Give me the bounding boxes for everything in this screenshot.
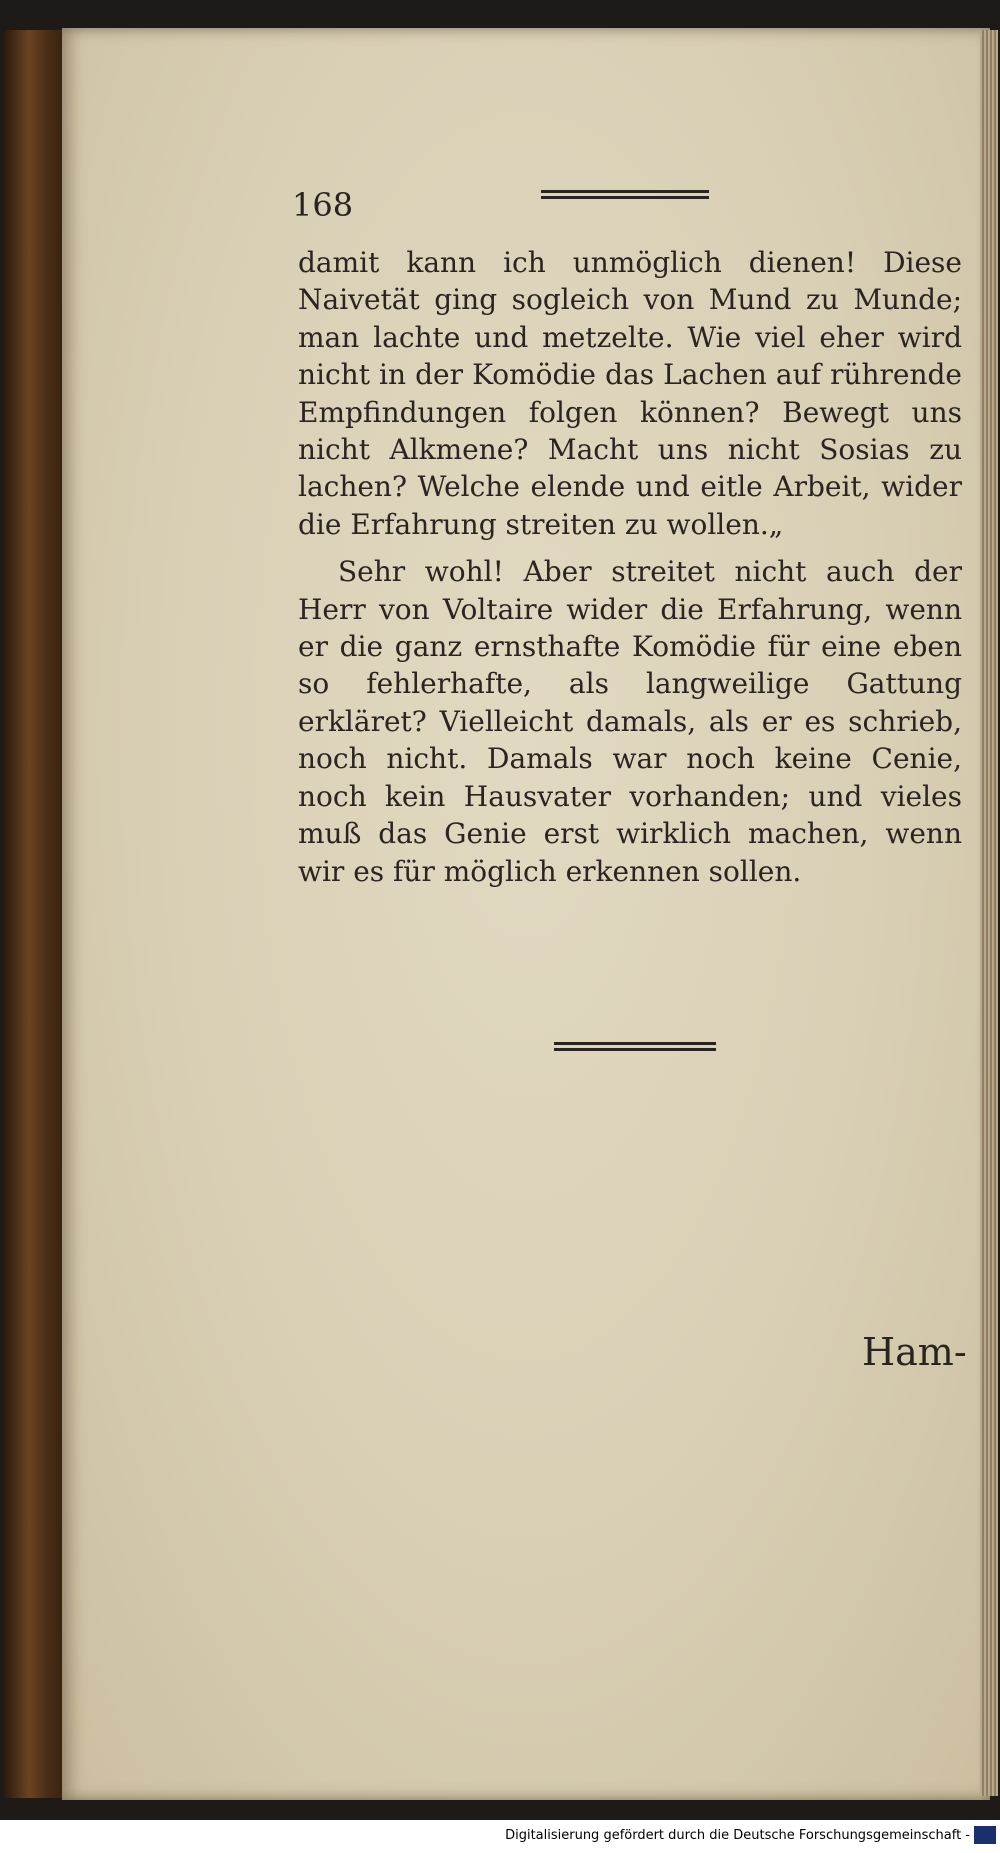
funding-credit: Digitalisierung gefördert durch die Deutsche Forschungsgemeinschaft - xyxy=(505,1828,970,1843)
dfg-logo xyxy=(974,1826,996,1844)
digitization-footer xyxy=(0,1820,1000,1853)
section-end-rule xyxy=(554,1042,716,1051)
page-stack-edge xyxy=(980,30,998,1796)
header-ornament-rule xyxy=(541,190,709,199)
paragraph: damit kann ich unmöglich dienen! Diese Naivetät ging sogleich von Mund zu Munde; man lachte und metzelte. Wie viel eher wird nicht in der Komödie das Lachen auf rührende Empfindungen folgen können? Bewegt uns nicht Alkmene? Macht uns nicht Sosias zu lachen? Welche elende und eitle Arbeit, wider die Erfahrung streiten zu wollen.„ xyxy=(298,246,962,541)
paragraph: Sehr wohl! Aber streitet nicht auch der Herr von Voltaire wider die Erfahrung, wenn er die ganz ernsthafte Komödie für eine eben so fehlerhafte, als langweilige Gattung erkläret? Vielleicht damals, als er es schrieb, noch nicht. Damals war noch keine Cenie, noch kein Hausvater vorhanden; und vieles muß das Genie erst wirklich machen, wenn wir es für möglich erkennen sollen. xyxy=(298,555,962,888)
body-text xyxy=(298,244,962,890)
page-number: 168 xyxy=(292,186,354,224)
catchword: Ham- xyxy=(862,1330,967,1374)
